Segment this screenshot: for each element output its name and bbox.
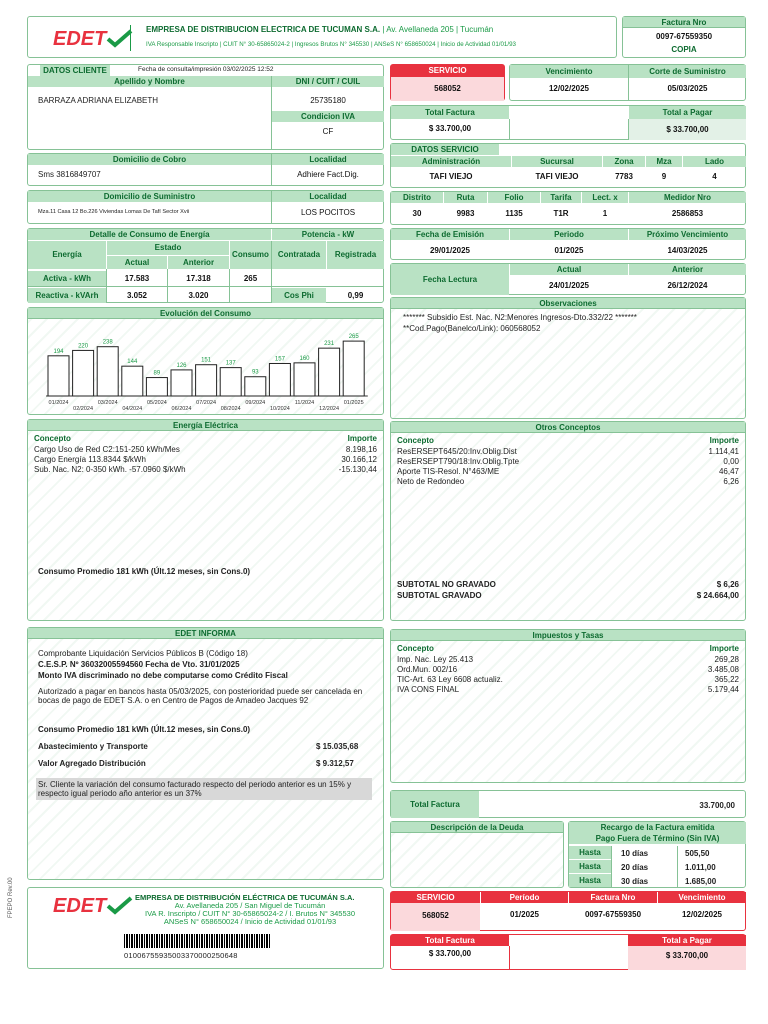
energia-label: Energía [28,241,106,269]
impuesto-row: Ord.Mun. 002/16 3.485,08 [397,665,739,674]
chart-bar [122,366,143,396]
prox-value: 14/03/2025 [667,246,708,255]
cobro-loc: Adhiere Fact.Dig. [297,170,359,179]
otros-col-concepto: Concepto [397,436,434,445]
pagar-label: Total a Pagar [629,106,746,119]
recargo-dias: 10 días [621,849,649,858]
chart-tick-label: 03/2024 [97,400,118,406]
suministro-label: Domicilio de Suministro [28,191,271,202]
emision-label: Fecha de Emisión [391,229,509,240]
folio-label: Folio [488,192,540,203]
activa-anterior: 17.318 [186,274,211,283]
impuestos-box [390,629,746,783]
chart-bar [343,341,364,396]
stub-venc-label: Vencimiento [658,892,746,903]
venc-value: 12/02/2025 [548,84,590,93]
edet-logo-mark [53,27,133,49]
subtotal-no-gravado: SUBTOTAL NO GRAVADO $ 6,26 [397,580,739,589]
chart-tick-label: 12/2024 [319,406,340,412]
reactiva-label: Reactiva - kVArh [28,288,106,303]
client-box [27,64,384,150]
cosphi-label: Cos Phi [272,288,326,303]
chart-data-label: 93 [251,369,259,376]
energia-title: Energía Eléctrica [28,420,383,431]
stub-tax2: ANSeS N° 658650024 / Inicio de Actividad 01/01/93 [163,917,337,926]
suministro-value: Mza.11 Casa 12 Bo.226 Viviendas Lomas De Tafí Sector Xvii [38,209,190,215]
stub-box [27,887,384,969]
edet-logo [53,27,133,49]
registrada-label: Registrada [327,241,384,269]
ruta-value: 9983 [456,209,475,218]
impuestos-title: Impuestos y Tasas [391,630,745,641]
tf-label: Total Factura [391,791,479,818]
lect-label: Lect. x [582,192,628,203]
stub-tax1: IVA R. Inscripto / CUIT N° 30-65865024-2 / I. Brutos N° 345530 [145,909,355,918]
chart-tick-label: 08/2024 [220,406,241,412]
stub-logo-mark [53,894,133,916]
company-address: Av. Avellaneda 205 | Tucumán [386,25,494,34]
stub-periodo-label: Período [481,892,568,903]
chart-data-label: 220 [78,343,89,350]
cobro-label: Domicilio de Cobro [28,154,271,165]
chart-tick-label: 06/2024 [171,406,192,412]
zona-value: 7783 [615,172,633,181]
total-factura-box [390,790,746,818]
recargo-hasta: Hasta [569,874,611,887]
suc-label: Sucursal [512,156,602,167]
medidor-value: 2586853 [671,209,704,218]
chart-data-label: 137 [225,360,236,367]
stub-pagar: $ 33.700,00 [628,946,746,970]
stub-venc: 12/02/2025 [681,910,723,919]
contratada-label: Contratada [272,241,326,269]
chart-bar [269,363,290,396]
stub-total-box [390,934,746,970]
impuesto-row: TIC-Art. 63 Ley 6608 actualiz. 365,22 [397,675,739,684]
recargo-title [569,822,746,844]
barcode-number: 01006755935003370000250648 [124,951,238,960]
lectura-actual: 24/01/2025 [548,281,590,290]
tarifa-label: Tarifa [541,192,581,203]
cosphi-value: 0,99 [347,291,364,300]
cobro-loc-label: Localidad [272,154,384,165]
informa-l3: Monto IVA discriminado no debe computarse como Crédito Fiscal [38,671,288,680]
header-box: EDET EMPRESA DE DISTRIBUCION ELECTRICA DE TUCUMAN S.A. | Av. Avellaneda 205 | Tucumán IVA Responsable Inscripto | CUIT N° 30-65865024-2 | Ingresos Brutos N° 345530 | ANSeS N° 658650024 | Inicio de Actividad 01/01/93 [27,16,617,58]
chart-data-label: 231 [324,341,335,348]
lado-label: Lado [683,156,746,167]
corte-label: Corte de Suministro [629,65,746,78]
sum-loc-label: Localidad [272,191,384,202]
chart-data-label: 151 [201,357,212,364]
zona-label: Zona [603,156,645,167]
abast-value: $ 15.035,68 [316,742,359,751]
chart-bar [171,370,192,396]
periodo-label: Periodo [510,229,628,240]
otros-row: ResERSEPT790/18:Inv.Oblig.Tpte 0,00 [397,457,739,466]
energia-promedio: Consumo Promedio 181 kWh (Últ.12 meses, sin Cons.0) [38,567,251,576]
chart-data-label: 238 [102,339,113,346]
informa-l5: Consumo Promedio 181 kWh (Últ.12 meses, sin Cons.0) [38,725,251,734]
factura-box [622,16,746,58]
datos-servicio-box [390,143,746,188]
observaciones-box [390,297,746,419]
activa-label: Activa - kWh [28,271,106,286]
lectura-label: Fecha Lectura [391,264,509,295]
company-tax-line: IVA Responsable Inscripto | CUIT N° 30-65865024-2 | Ingresos Brutos N° 345530 | ANSeS N° 658650024 | Inicio de Actividad 01/01/93 [146,41,516,48]
impuesto-row: IVA CONS FINAL 5.179,44 [397,685,739,694]
reactiva-actual: 3.052 [126,291,148,300]
chart-tick-label: 10/2024 [269,406,290,412]
otros-col-importe: Importe [709,436,739,445]
factura-copy: COPIA [671,45,697,54]
tarifa-value: T1R [553,209,569,218]
barcode [124,934,270,948]
stub-periodo: 01/2025 [510,910,539,919]
stub-addr: Av. Avellaneda 205 / San Miguel de Tucumán [174,901,326,910]
stub-pagar-label: Total a Pagar [628,935,746,946]
sum-loc: LOS POCITOS [300,208,356,217]
deuda-title: Descripción de la Deuda [391,822,563,833]
chart-box [27,307,384,415]
reactiva-anterior: 3.020 [188,291,209,300]
stub-service-box [390,891,746,931]
chart-bar [245,377,266,396]
chart-tick-label: 01/2025 [343,400,364,406]
anterior-label: Anterior [168,256,229,269]
stub-factura-label: Factura Nro [569,892,657,903]
lectura-box [390,263,746,295]
stub-company: EMPRESA DE DISTRIBUCIÓN ELÉCTRICA DE TUCUMÁN S.A. [135,893,355,902]
va-value: $ 9.312,57 [316,759,354,768]
chart-bar [294,363,315,396]
chart-data-label: 157 [274,356,285,363]
mza-value: 9 [661,172,667,181]
stub-servicio-label: SERVICIO [391,892,480,903]
cobro-value: Sms 3816849707 [38,170,101,179]
ruta-label: Ruta [444,192,487,203]
chart-tick-label: 01/2024 [48,400,69,406]
chart-title: Evolución del Consumo [28,308,383,319]
recargo-valor: 505,50 [685,849,710,858]
name-label: Apellido y Nombre [28,76,271,87]
suministro-box [27,190,384,224]
company-name: EMPRESA DE DISTRIBUCION ELECTRICA DE TUCUMAN S.A. [146,25,381,34]
adm-label: Administración [391,156,511,167]
otros-row: ResERSEPT645/20:Inv.Oblig.Dist 1.114,41 [397,447,739,456]
stub-logo-text: EDET [53,895,107,916]
otros-row: Aporte TIS-Resol. N°463/ME 46,47 [397,467,739,476]
informa-note: Sr. Cliente la variación del consumo facturado respecto del periodo anterior es un 15% y respecto igual periodo año anterior es un 37% [36,778,372,800]
suc-value: TAFI VIEJO [535,172,579,181]
chart-tick-label: 11/2024 [294,400,315,406]
actual-label: Actual [107,256,167,269]
corte-value: 05/03/2025 [667,84,708,93]
chart-tick-label: 09/2024 [245,400,266,406]
chart-data-label: 126 [176,362,187,369]
chart-data-label: 160 [299,355,310,362]
folio-value: 1135 [505,209,523,218]
consult-date: Fecha de consulta/impresión 03/02/2025 12:52 [138,66,274,73]
recargo-valor: 1.011,00 [685,863,716,872]
total-value: $ 33.700,00 [428,124,472,133]
energia-row: Cargo Uso de Red C2:151-250 kWh/Mes 8.198,16 [34,445,377,454]
mza-label: Mza [646,156,682,167]
servicio-number: 568052 [391,77,504,101]
energia-col-concepto: Concepto [34,434,71,443]
stub-factura: 0097-67559350 [584,910,642,919]
activa-consumo: 265 [243,274,258,283]
dist-label: Distrito [391,192,443,203]
chart-bar [97,347,118,396]
total-box [390,105,746,140]
adm-value: TAFI VIEJO [429,172,473,181]
stub-total: $ 33.700,00 [428,949,472,958]
stub-total-label: Total Factura [391,935,509,946]
imp-col-importe: Importe [709,644,739,653]
chart-bar [146,378,167,396]
client-iva: CF [322,127,334,136]
obs-line-1: ******* Subsidio Est. Nac. N2:Menores Ingresos-Dto.332/22 ******* [403,313,637,322]
servicio-box [390,64,505,101]
observaciones-title: Observaciones [391,298,745,309]
recargo-title-2: Pago Fuera de Término (Sin IVA) [595,834,720,843]
chart-data-label: 89 [153,370,161,377]
dist-value: 30 [412,209,422,218]
chart-bar [220,368,241,396]
chart-tick-label: 04/2024 [122,406,143,412]
tf-value: 33.700,00 [699,801,735,810]
dni-label: DNI / CUIT / CUIL [272,76,384,87]
otros-box [390,421,746,621]
chart-tick-label: 02/2024 [73,406,94,412]
energia-box [27,419,384,621]
informa-title: EDET INFORMA [28,628,383,639]
lectura-actual-label: Actual [510,264,628,275]
lectura-anterior: 26/12/2024 [667,281,708,290]
recargo-hasta: Hasta [569,846,611,859]
otros-row: Neto de Redondeo 6,26 [397,477,739,486]
chart-bar [196,365,217,396]
periodo-value: 01/2025 [554,246,584,255]
cobro-box [27,153,384,186]
abast-label: Abastecimiento y Transporte [38,742,148,751]
client-name: BARRAZA ADRIANA ELIZABETH [38,96,159,105]
recargo-dias: 20 días [621,863,649,872]
deuda-box [390,821,564,888]
consumption-chart [28,320,383,415]
chart-tick-label: 05/2024 [146,400,167,406]
informa-l2: C.E.S.P. Nº 36032005594560 Fecha de Vto. 31/01/2025 [38,660,240,669]
recargo-box [568,821,746,888]
factura-title: Factura Nro [623,17,745,28]
iva-label: Condicion IVA [272,111,384,122]
chart-data-label: 265 [348,334,359,341]
chart-data-label: 144 [127,359,138,366]
recargo-dias: 30 días [621,877,649,886]
consumo-box [27,228,384,303]
factura-number: 0097-67559350 [655,32,713,41]
lectura-anterior-label: Anterior [629,264,746,275]
chart-bar [48,356,69,396]
stub-servicio: 568052 [391,903,480,931]
datos-servicio-title: DATOS SERVICIO [391,144,499,155]
subtotal-gravado: SUBTOTAL GRAVADO $ 24.664,00 [397,591,739,600]
medidor-label: Medidor Nro [629,192,746,203]
imp-col-concepto: Concepto [397,644,434,653]
obs-line-2: **Cod.Pago(Banelco/Link): 060568052 [403,324,541,333]
emision-box [390,228,746,260]
impuesto-row: Imp. Nac. Ley 25.413 269,28 [397,655,739,664]
distrito-box [390,191,746,225]
lado-value: 4 [712,172,717,181]
total-label: Total Factura [391,106,509,119]
client-dni: 25735180 [310,96,346,105]
recargo-title-1: Recargo de la Factura emitida [600,823,715,832]
recargo-hasta: Hasta [569,860,611,873]
estado-label: Estado [107,241,229,255]
potencia-title: Potencia - kW [272,229,384,240]
stub-logo [53,894,133,916]
chart-bar [73,350,94,396]
energia-col-importe: Importe [347,434,377,443]
consumo-title: Detalle de Consumo de Energía [28,229,271,240]
energia-row: Cargo Energía 113.8344 $/kWh 30.166,12 [34,455,377,464]
client-section-label: DATOS CLIENTE [40,65,110,76]
chart-bar [319,348,340,396]
informa-l1: Comprobante Liquidación Servicios Públicos B (Código 18) [38,649,248,658]
emision-value: 29/01/2025 [429,246,471,255]
va-label: Valor Agregado Distribución [38,759,146,768]
otros-title: Otros Conceptos [391,422,745,433]
pagar-value: $ 33.700,00 [629,119,746,140]
stub-address-block [135,902,365,926]
energia-row: Sub. Nac. N2: 0-350 kWh. -57.0960 $/kWh -15.130,44 [34,465,377,474]
venc-label: Vencimiento [510,65,628,78]
chart-tick-label: 07/2024 [196,400,217,406]
chart-data-label: 194 [53,348,64,355]
recargo-valor: 1.685,00 [685,877,717,886]
edet-informa-box [27,627,384,880]
lect-value: 1 [602,209,608,218]
venc-box [509,64,746,101]
prox-label: Próximo Vencimiento [629,229,746,240]
edet-logo-text: EDET [53,28,107,49]
activa-actual: 17.583 [124,274,150,283]
rev-code: FPEPO Rev.00 [8,877,14,918]
consumo-label: Consumo [230,241,271,269]
servicio-label: SERVICIO [391,65,504,77]
informa-l4: Autorizado a pagar en bancos hasta 05/03/2025, con posterioridad puede ser cancelada en bocas de pago de EDET S.A. o en Centro de Pagos de Amadeo Jacques 92 [38,687,363,705]
